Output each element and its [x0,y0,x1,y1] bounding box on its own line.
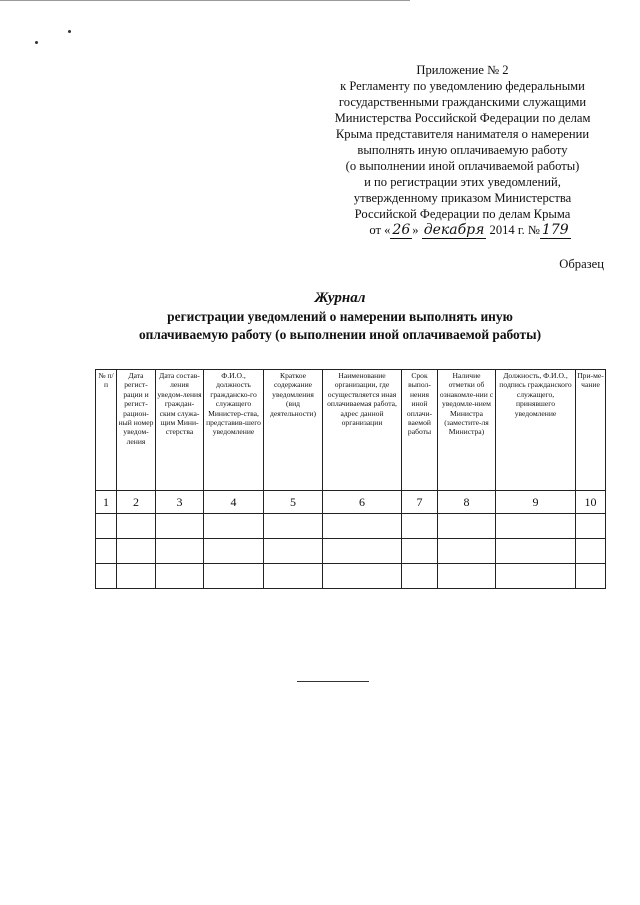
empty-cell [264,539,323,564]
table-row [96,564,606,589]
empty-cell [156,514,204,539]
empty-cell [402,539,438,564]
empty-cell [576,539,606,564]
empty-cell [576,564,606,589]
empty-cell [117,564,156,589]
column-number: 10 [576,491,606,514]
empty-cell [323,564,402,589]
empty-cell [264,514,323,539]
column-number: 4 [204,491,264,514]
appendix-line: и по регистрации этих уведомлений, [364,175,561,189]
empty-cell [438,514,496,539]
column-number-row [96,491,606,514]
column-number: 2 [117,491,156,514]
appendix-line: Крыма представителя нанимателя о намерении [335,127,590,141]
table-row [96,539,606,564]
scan-speck [35,41,38,44]
title-line-1: регистрации уведомлений о намерении выполнять иную [167,309,513,324]
date-prefix: от « [369,223,391,237]
header-cell: Должность, Ф.И.О., подпись гражданского служащего, принявшего уведомление [496,370,576,491]
order-number: 179 [541,222,569,238]
header-cell: Ф.И.О., должность гражданско-го служащего Министер-ства, представив-шего уведомление [204,370,264,491]
empty-cell [204,539,264,564]
registration-journal-table [95,369,606,589]
empty-cell [204,564,264,589]
empty-cell [438,539,496,564]
bottom-divider [297,681,369,682]
sample-label: Образец [559,257,604,271]
column-number: 8 [438,491,496,514]
date-close-quote: » [412,223,419,237]
table-header-row [96,370,606,491]
date-day: 26 [392,222,411,238]
empty-cell [496,564,576,589]
header-cell: Наименование организации, где осуществляется иная оплачиваемая работа, адрес данной организации [323,370,402,491]
journal-title [90,288,590,344]
empty-cell [323,514,402,539]
empty-cell [96,539,117,564]
appendix-line: Приложение № 2 [416,63,509,77]
empty-cell [96,514,117,539]
appendix-line: (о выполнении иной оплачиваемой работы) [345,159,580,173]
header-cell: Срок выпол-нения иной оплачи-ваемой работы [402,370,438,491]
empty-cell [156,564,204,589]
appendix-line: государственными гражданскими служащими [338,95,587,109]
header-cell: При-ме-чание [576,370,606,491]
column-number: 1 [96,491,117,514]
column-number: 5 [264,491,323,514]
table-row [96,514,606,539]
empty-cell [264,564,323,589]
header-cell: Краткое содержание уведомления (вид деятельности) [264,370,323,491]
title-main: Журнал [314,290,366,306]
empty-cell [402,564,438,589]
header-cell: № п/п [96,370,117,491]
order-date-line [330,222,610,238]
empty-cell [117,539,156,564]
column-number: 3 [156,491,204,514]
column-number: 9 [496,491,576,514]
appendix-line: к Регламенту по уведомлению федеральными [340,79,585,93]
appendix-line: Российской Федерации по делам Крыма [354,207,571,221]
empty-cell [204,514,264,539]
date-month: декабря [423,222,485,238]
header-cell: Наличие отметки об ознакомле-нии с уведомле-нием Министра (заместите-ля Министра) [438,370,496,491]
empty-cell [402,514,438,539]
scan-speck [68,30,71,33]
empty-cell [156,539,204,564]
column-number: 7 [402,491,438,514]
appendix-line: утвержденному приказом Министерства [353,191,572,205]
date-year: 2014 г. № [489,223,540,237]
header-cell: Дата регист-рации и регист-рацион-ный номер уведом-ления [117,370,156,491]
empty-cell [576,514,606,539]
empty-cell [96,564,117,589]
empty-cell [323,539,402,564]
empty-cell [117,514,156,539]
appendix-line: Министерства Российской Федерации по делам [334,111,591,125]
appendix-block [320,62,605,222]
empty-cell [496,539,576,564]
empty-cell [496,514,576,539]
scan-top-edge-line [0,0,410,1]
header-cell: Дата состав-ления уведом-ления граждан-ским служа-щим Мини-стерства [156,370,204,491]
appendix-line: выполнять иную оплачиваемую работу [357,143,568,157]
column-number: 6 [323,491,402,514]
empty-cell [438,564,496,589]
title-line-2: оплачиваемую работу (о выполнении иной оплачиваемой работы) [138,327,542,342]
